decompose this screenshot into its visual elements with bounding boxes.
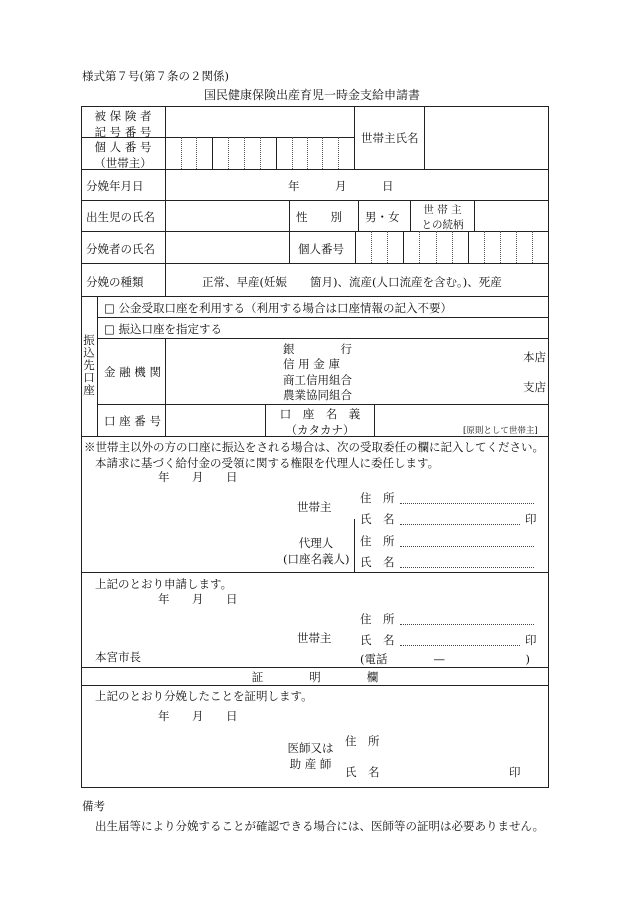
form-number: 様式第７号(第７条の２関係) — [82, 69, 229, 83]
mother-name-field[interactable] — [166, 232, 288, 262]
insured-number-label: 被 保 険 者 記 号 番 号 — [94, 109, 152, 139]
institution-type-0: 銀 行 — [283, 342, 352, 356]
account-number-field[interactable] — [166, 405, 264, 435]
birth-date-label: 分娩年月日 — [86, 179, 144, 193]
institution-label: 金 融 機 関 — [104, 365, 161, 379]
delegation-text: 本請求に基づく給付金の受領に関する権限を代理人に委任します。 — [95, 456, 440, 470]
institution-type-2: 商工信用組合 — [283, 373, 352, 387]
delegation-head-address-label: 住 所 — [360, 491, 395, 505]
personal-number-label: 個 人 番 号 （世帯主） — [94, 140, 152, 170]
child-name-field[interactable] — [166, 201, 288, 230]
birth-date-year: 年 — [288, 179, 300, 193]
sex-value[interactable]: 男・女 — [365, 210, 400, 224]
delegation-head-label: 世帯主 — [297, 500, 332, 514]
delegation-date-month: 月 — [192, 470, 204, 484]
public-account-option[interactable]: □ 公金受取口座を利用する（利用する場合は口座情報の記入不要） — [104, 301, 453, 315]
relationship-label: 世 帯 主 との続柄 — [421, 204, 464, 231]
account-number-label: 口 座 番 号 — [104, 414, 161, 428]
application-date-year: 年 — [158, 592, 170, 606]
sex-label: 性 別 — [296, 210, 342, 224]
delegation-note: ※世帯主以外の方の口座に振込をされる場合は、次の受取委任の欄に記入してください。 — [84, 440, 544, 454]
certification-date-month: 月 — [192, 709, 204, 723]
head-name-label: 世帯主氏名 — [361, 131, 419, 145]
application-date-day: 日 — [226, 592, 238, 606]
birth-date-day: 日 — [382, 179, 394, 193]
remarks-label: 備考 — [82, 799, 105, 813]
applicant-head-label: 世帯主 — [297, 631, 332, 645]
doctor-name-label: 氏 名 — [345, 765, 380, 779]
agent-name-label: 氏 名 — [360, 555, 395, 569]
delegation-head-seal: 印 — [525, 512, 537, 526]
bank-section-label: 振込先口座 — [82, 334, 96, 397]
delegation-date-year: 年 — [158, 470, 170, 484]
form-title: 国民健康保険出産育児一時金支給申請書 — [204, 88, 421, 102]
insured-number-field[interactable] — [166, 107, 353, 136]
certification-text: 上記のとおり分娩したことを証明します。 — [95, 689, 313, 703]
doctor-address-label: 住 所 — [345, 734, 380, 748]
institution-type-3: 農業協同組合 — [283, 388, 352, 402]
institution-type-1: 信 用 金 庫 — [283, 357, 340, 371]
applicant-address-label: 住 所 — [360, 612, 395, 626]
specify-account-option[interactable]: □ 振込口座を指定する — [104, 322, 223, 336]
birth-date-month: 月 — [335, 179, 347, 193]
certification-date-year: 年 — [158, 709, 170, 723]
mayor-label: 本宮市長 — [95, 650, 141, 664]
mother-name-label: 分娩者の氏名 — [86, 242, 155, 256]
branch-label: 支店 — [523, 380, 546, 394]
applicant-seal: 印 — [525, 633, 537, 647]
delivery-type-label: 分娩の種類 — [86, 275, 144, 289]
applicant-phone: (電話 — ) — [360, 652, 530, 666]
head-office-label: 本店 — [523, 350, 546, 364]
child-name-label: 出生児の氏名 — [86, 210, 155, 224]
account-holder-note: [原則として世帯主] — [463, 426, 538, 436]
account-holder-field[interactable] — [375, 405, 548, 426]
delegation-date-day: 日 — [226, 470, 238, 484]
relationship-field[interactable] — [475, 201, 548, 230]
certification-date-day: 日 — [226, 709, 238, 723]
agent-address-label: 住 所 — [360, 534, 395, 548]
delegation-head-name-label: 氏 名 — [360, 512, 395, 526]
doctor-seal: 印 — [509, 765, 521, 779]
applicant-name-label: 氏 名 — [360, 633, 395, 647]
certification-header: 証 明 欄 — [251, 670, 379, 684]
agent-label: 代理人 (口座名義人) — [283, 536, 350, 566]
institution-field[interactable] — [166, 339, 276, 403]
account-holder-label: 口 座 名 義 （カタカナ） — [279, 407, 361, 437]
application-text: 上記のとおり申請します。 — [95, 577, 233, 591]
doctor-midwife-label: 医師又は 助 産 師 — [287, 741, 334, 771]
application-date-month: 月 — [192, 592, 204, 606]
delivery-type-options[interactable]: 正常、早産(妊娠 箇月)、流産(人口流産を含む。)、死産 — [202, 275, 502, 289]
head-name-field[interactable] — [425, 107, 548, 168]
mother-personal-label: 個人番号 — [298, 242, 344, 256]
remarks-text: 出生届等により分娩することが確認できる場合には、医師等の証明は必要ありません。 — [95, 819, 545, 833]
